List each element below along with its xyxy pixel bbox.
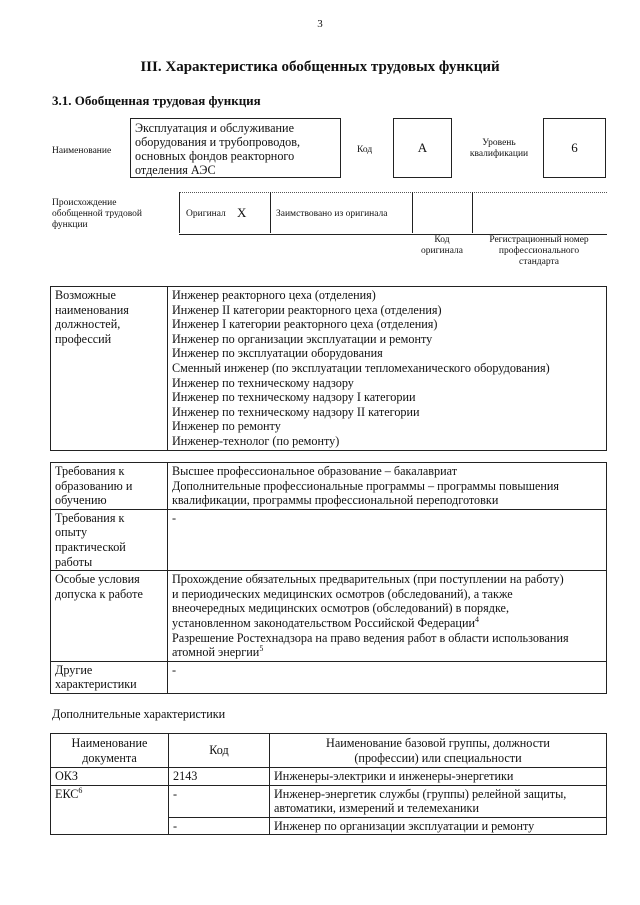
reg-number-line: профессионального <box>498 246 580 256</box>
col-group-line: (профессии) или специальности <box>354 750 522 765</box>
education-label-line: Требования к <box>55 464 125 478</box>
origin-label-line: Происхождение <box>52 198 117 208</box>
special-line: установленном законодательством Российской Федерации <box>172 615 476 630</box>
positions-label-line: Возможные <box>55 288 116 302</box>
experience-label-line: работы <box>55 554 93 569</box>
positions-table <box>50 286 607 451</box>
positions-label-line: профессий <box>55 331 112 346</box>
doc-name: ЕКС <box>55 786 79 801</box>
special-line-last <box>172 616 602 631</box>
function-name-line: основных фондов реакторного <box>135 149 295 163</box>
group-cell <box>270 817 607 835</box>
table-row <box>51 768 607 786</box>
origin-divider <box>179 192 181 233</box>
group-line: Инженер по организации эксплуатации и ремонту <box>274 818 535 833</box>
level-label-line: квалификации <box>469 149 529 159</box>
special-line: внеочередных медицинских осмотров (обследований) в порядке, <box>172 601 510 616</box>
function-name-line: отделения АЭС <box>135 163 216 177</box>
special-line: и периодических медицинских осмотров (обследований), а также <box>172 586 513 601</box>
education-label-cell <box>51 463 168 510</box>
education-line: квалификации, программы профессиональной переподготовки <box>172 493 499 508</box>
function-name-line: Эксплуатация и обслуживание <box>135 121 294 135</box>
other-label-cell <box>51 661 168 693</box>
education-line: Высшее профессиональное образование – бакалавриат <box>172 464 458 478</box>
footnote-ref: 5 <box>259 644 264 654</box>
experience-label-line: практической <box>55 539 126 554</box>
position-item: Инженер по техническому надзору <box>172 375 354 390</box>
group-line: Инженер-энергетик службы (группы) релейной защиты, <box>274 786 567 801</box>
reg-number-line: Регистрационный номер <box>489 235 589 245</box>
position-item: Сменный инженер (по эксплуатации тепломеханического оборудования) <box>172 360 550 375</box>
other-value-cell: - <box>168 661 607 693</box>
level-value-box: 6 <box>543 118 606 178</box>
borrowed-label: Заимствовано из оригинала <box>276 209 388 219</box>
code-original-line: Код <box>434 235 450 245</box>
origin-divider <box>412 192 414 233</box>
col-code-header: Код <box>169 734 270 768</box>
code-cell: - <box>169 817 270 835</box>
doc-name: ОКЗ <box>55 769 79 783</box>
level-label <box>462 138 536 160</box>
experience-label-line: Требования к <box>55 510 125 525</box>
table-row <box>51 785 607 817</box>
code-cell: - <box>169 785 270 817</box>
other-label-line: характеристики <box>55 677 137 692</box>
section-title: III. Характеристика обобщенных трудовых функций <box>140 59 500 75</box>
col-group-header <box>270 734 607 768</box>
other-label-line: Другие <box>55 662 93 677</box>
position-item: Инженер реакторного цеха (отделения) <box>172 288 376 302</box>
code-original-label <box>414 235 470 257</box>
reg-number-line: стандарта <box>519 257 559 267</box>
doc-cell <box>51 768 169 786</box>
group-line: Инженеры-электрики и инженеры-энергетики <box>274 769 514 783</box>
reg-number-label <box>476 235 602 268</box>
permit-line: Разрешение Ростехнадзора на право ведения работ в области использования <box>172 630 569 645</box>
experience-label-cell <box>51 509 168 570</box>
code-original-line: оригинала <box>421 246 463 256</box>
additional-table <box>50 733 607 835</box>
education-line: Дополнительные профессиональные программы – программы повышения <box>172 478 560 493</box>
col-doc-line: документа <box>82 750 137 765</box>
group-line: автоматики, измерений и телемеханики <box>274 801 479 816</box>
special-label-line: Особые условия <box>55 572 140 587</box>
origin-label-line: функции <box>52 220 88 230</box>
original-label: Оригинал <box>186 209 226 219</box>
footnote-ref: 4 <box>475 614 480 624</box>
positions-label-line: должностей, <box>55 317 121 332</box>
group-cell <box>270 785 607 817</box>
requirements-table <box>50 462 607 694</box>
positions-label-line: наименования <box>55 302 129 317</box>
original-mark: X <box>237 205 247 220</box>
col-doc-header <box>51 734 169 768</box>
education-value-cell <box>168 463 607 510</box>
code-value-box: А <box>393 118 452 178</box>
education-label-line: обучению <box>55 493 107 508</box>
level-label-line: Уровень <box>482 138 516 148</box>
position-item: Инженер I категории реакторного цеха (отделения) <box>172 317 438 332</box>
special-label-cell <box>51 571 168 662</box>
education-label-line: образованию и <box>55 478 133 493</box>
function-name-box <box>130 118 341 178</box>
code-cell: 2143 <box>169 768 270 786</box>
page-number: 3 <box>317 18 323 30</box>
doc-cell <box>51 785 169 835</box>
position-item: Инженер по эксплуатации оборудования <box>172 346 383 361</box>
col-group-line: Наименование базовой группы, должности <box>326 735 550 750</box>
position-item: Инженер по техническому надзору I категории <box>172 390 416 405</box>
positions-list-cell <box>168 287 607 451</box>
code-label: Код <box>357 145 373 155</box>
group-cell <box>270 768 607 786</box>
positions-label-cell <box>51 287 168 451</box>
permit-line-last <box>172 645 602 660</box>
special-value-cell <box>168 571 607 662</box>
experience-label-line: опыту <box>55 525 88 540</box>
permit-line: атомной энергии <box>172 645 260 660</box>
special-label-line: допуска к работе <box>55 586 143 601</box>
origin-divider <box>270 192 272 233</box>
subsection-title: 3.1. Обобщенная трудовая функция <box>52 93 261 108</box>
position-item: Инженер по ремонту <box>172 419 281 434</box>
position-item: Инженер по организации эксплуатации и ремонту <box>172 331 433 346</box>
additional-title: Дополнительные характеристики <box>52 707 226 721</box>
experience-value-cell: - <box>168 509 607 570</box>
position-item: Инженер II категории реакторного цеха (отделения) <box>172 302 442 317</box>
origin-label-line: обобщенной трудовой <box>52 209 142 219</box>
col-doc-line: Наименование <box>71 735 148 750</box>
name-label: Наименование <box>52 146 112 156</box>
footnote-ref: 6 <box>78 785 83 795</box>
special-line: Прохождение обязательных предварительных (при поступлении на работу) <box>172 572 564 587</box>
function-name-line: оборудования и трубопроводов, <box>135 135 301 149</box>
position-item: Инженер по техническому надзору II категории <box>172 404 420 419</box>
origin-divider <box>472 192 474 233</box>
origin-label <box>52 198 142 231</box>
position-item: Инженер-технолог (по ремонту) <box>172 433 340 448</box>
